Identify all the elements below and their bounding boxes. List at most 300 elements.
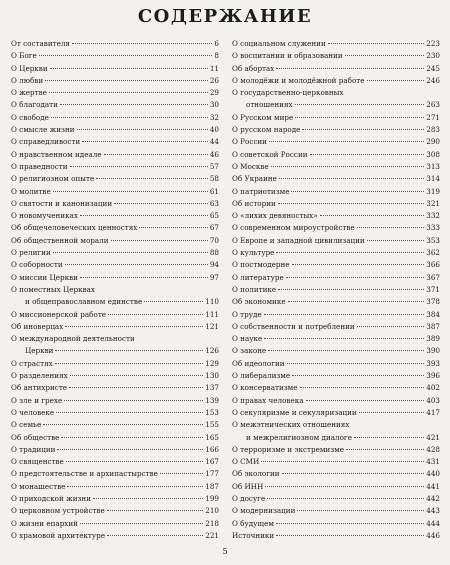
dot-leader: [82, 140, 208, 142]
toc-entry-title: О человеке: [11, 407, 55, 417]
toc-entry-title: Об экологии: [232, 469, 280, 479]
toc-entry: [232, 382, 440, 394]
toc-entry: [232, 284, 440, 296]
dot-leader: [295, 103, 425, 105]
toc-entry: [232, 345, 440, 357]
toc-entry-title: Об идеологии: [232, 358, 285, 368]
toc-entry-page: 121: [205, 321, 219, 331]
dot-leader: [291, 190, 424, 192]
toc-entry: [232, 444, 440, 456]
toc-entry-title: О Москве: [232, 161, 269, 171]
dot-leader: [55, 362, 204, 364]
dot-leader: [72, 42, 212, 44]
toc-entry-title: О праведности: [11, 161, 68, 171]
dot-leader: [286, 276, 425, 278]
toc-entry-page: 8: [214, 51, 219, 61]
toc-entry-page: 139: [205, 395, 219, 405]
toc-entry: [232, 321, 440, 333]
toc-entry-page: 65: [209, 211, 219, 221]
dot-leader: [53, 251, 208, 253]
toc-entry: [232, 407, 440, 419]
toc-entry-page: 223: [426, 39, 440, 48]
toc-entry-page: 26: [209, 75, 219, 85]
toc-entry: [11, 432, 219, 444]
toc-entry: [11, 407, 219, 419]
toc-entry-title: О собственности и потреблении: [232, 321, 355, 331]
dot-leader: [276, 251, 424, 253]
toc-entry-title: О страстях: [11, 358, 53, 368]
toc-entry-title: О религиозном опыте: [11, 174, 95, 184]
toc-entry-title: Об антихристе: [11, 383, 68, 393]
dot-leader: [61, 436, 203, 438]
toc-entry-title: О зле и грехе: [11, 395, 63, 405]
dot-leader: [367, 79, 425, 81]
toc-entry: [232, 124, 440, 136]
toc-entry-title: отношениях: [246, 100, 293, 110]
toc-entry-title: О воспитании и образовании: [232, 51, 343, 61]
toc-entry-title: О советской России: [232, 149, 308, 159]
dot-leader: [39, 54, 213, 56]
toc-entry-title-line1: О государственно-церковных: [232, 88, 344, 98]
dot-leader: [295, 116, 424, 118]
dot-leader: [328, 42, 425, 44]
toc-entry-title: О миссионерской работе: [11, 309, 107, 319]
toc-entry-title: Об общественной морали: [11, 235, 109, 245]
toc-entry: [11, 87, 219, 99]
dot-leader: [43, 423, 203, 425]
toc-entry-page: 29: [209, 88, 219, 98]
toc-entry: [232, 259, 440, 271]
toc-entry: [11, 518, 219, 530]
toc-entry: [232, 222, 440, 234]
toc-entry-title: О России: [232, 137, 267, 147]
toc-entry-page: 221: [205, 530, 219, 540]
toc-entry-title-line1: О межэтнических отношениях: [232, 420, 350, 430]
dot-leader: [70, 374, 204, 376]
dot-leader: [144, 300, 203, 302]
toc-entry-page: 446: [426, 530, 440, 540]
toc-entry-title-line1: О поместных Церквах: [11, 284, 95, 294]
dot-leader: [261, 460, 424, 462]
toc-entry-page: 396: [426, 371, 440, 381]
toc-entry-page: 70: [209, 235, 219, 245]
toc-entry: [232, 456, 440, 468]
toc-entry-page: 378: [426, 297, 440, 307]
toc-entry-title: О консерватизме: [232, 383, 298, 393]
toc-entry-title: О любви: [11, 75, 44, 85]
toc-entry-page: 44: [209, 137, 219, 147]
toc-entry-page: 367: [426, 272, 440, 282]
dot-leader: [111, 239, 208, 241]
toc-entry: [11, 149, 219, 161]
toc-entry-title: Об общечеловеческих ценностях: [11, 223, 138, 233]
toc-entry-title: О нравственном идеале: [11, 149, 102, 159]
toc-entry-title: О современном мироустройстве: [232, 223, 355, 233]
toc-entry-page: 245: [426, 63, 440, 73]
dot-leader: [45, 79, 208, 81]
toc-entry: [11, 136, 219, 148]
toc-entry-page: 129: [205, 358, 219, 368]
toc-entry-title: О традиции: [11, 444, 56, 454]
toc-entry-page: 421: [426, 432, 440, 442]
toc-entry-title: Источники: [232, 530, 275, 540]
dot-leader: [55, 349, 203, 351]
toc-entry-page: 126: [205, 346, 219, 356]
dot-leader: [264, 337, 424, 339]
toc-entry-title: О молитве: [11, 186, 51, 196]
toc-entry: [11, 63, 219, 75]
toc-entry: [11, 173, 219, 185]
toc-entry-page: 32: [209, 112, 219, 122]
toc-entry: [11, 112, 219, 124]
toc-entry: [232, 247, 440, 259]
toc-entry-title: О справедливости: [11, 137, 81, 147]
toc-entry: [232, 309, 440, 321]
toc-entry: [232, 186, 440, 198]
toc-entry: [11, 235, 219, 247]
toc-entry-page: 371: [426, 284, 440, 294]
dot-leader: [357, 325, 425, 327]
dot-leader: [320, 214, 425, 216]
toc-entry-title: О Церкви: [11, 63, 48, 73]
dot-leader: [80, 214, 208, 216]
toc-entry-page: 46: [209, 149, 219, 159]
toc-entry-title: О молодёжи и молодёжной работе: [232, 75, 365, 85]
toc-entry-title: О «лихих девяностых»: [232, 211, 318, 221]
toc-entry-page: 283: [426, 125, 440, 135]
toc-entry-page: 130: [205, 371, 219, 381]
toc-entry-title: О либерализме: [232, 371, 291, 381]
toc-entry-page: 403: [426, 395, 440, 405]
toc-entry-page: 444: [426, 518, 440, 528]
toc-entry: [11, 456, 219, 468]
toc-entry: [11, 222, 219, 234]
page-title: СОДЕРЖАНИЕ: [137, 6, 313, 27]
dot-leader: [57, 448, 203, 450]
toc-entry-title: О Боге: [11, 51, 37, 61]
toc-entry: [11, 333, 219, 358]
dot-leader: [346, 448, 424, 450]
dot-leader: [107, 509, 204, 511]
toc-entry-title: О священстве: [11, 457, 64, 467]
toc-entry: [232, 370, 440, 382]
toc-entry: [232, 468, 440, 480]
toc-entry: [11, 321, 219, 333]
toc-entry: [232, 333, 440, 345]
toc-entry-page: 246: [426, 75, 440, 85]
toc-entry-page: 431: [426, 457, 440, 467]
toc-entry-title: О монашестве: [11, 481, 66, 491]
toc-entry-page: 30: [209, 100, 219, 110]
toc-entry: [11, 444, 219, 456]
toc-entry-page: 111: [205, 309, 219, 319]
toc-entry-page: 366: [426, 260, 440, 270]
dot-leader: [345, 54, 425, 56]
toc-entry-page: 443: [426, 506, 440, 516]
toc-entry-title: О культуре: [232, 248, 275, 258]
toc-entry-page: 187: [205, 481, 219, 491]
toc-entry-title: О русском народе: [232, 125, 301, 135]
toc-entry: [11, 75, 219, 87]
toc-entry-title: О модернизации: [232, 506, 296, 516]
toc-entry-title: О досуге: [232, 493, 266, 503]
dot-leader: [367, 239, 425, 241]
toc-entry-title: О Русском мире: [232, 112, 294, 122]
toc-entry-title: О науке: [232, 334, 263, 344]
dot-leader: [65, 325, 203, 327]
dot-leader: [269, 140, 424, 142]
dot-leader: [276, 534, 424, 536]
toc-entry: [232, 272, 440, 284]
dot-leader: [139, 226, 208, 228]
toc-entry-page: 384: [426, 309, 440, 319]
dot-leader: [66, 460, 203, 462]
toc-entry: [11, 468, 219, 480]
toc-entry-page: 332: [426, 211, 440, 221]
dot-leader: [271, 165, 425, 167]
dot-leader: [160, 472, 203, 474]
toc-entry: [232, 481, 440, 493]
toc-entry-page: 290: [426, 137, 440, 147]
toc-entry-title-line1: О международной деятельности: [11, 334, 135, 344]
toc-entry-title: О СМИ: [232, 457, 260, 467]
toc-entry-page: 390: [426, 346, 440, 356]
toc-entry: [11, 419, 219, 431]
toc-entry-page: 321: [426, 198, 440, 208]
toc-entry-page: 6: [214, 39, 219, 48]
toc-entry-title: О смысле жизни: [11, 125, 75, 135]
toc-entry-title: О постмодерне: [232, 260, 290, 270]
toc-entry: [11, 530, 219, 542]
toc-entry: [232, 198, 440, 210]
toc-entry: [232, 63, 440, 75]
toc-entry-page: 308: [426, 149, 440, 159]
dot-leader: [278, 202, 424, 204]
toc-entry: [232, 149, 440, 161]
dot-leader: [264, 313, 425, 315]
toc-entry: [232, 505, 440, 517]
toc-entry-page: 417: [426, 407, 440, 417]
toc-entry: [11, 210, 219, 222]
dot-leader: [276, 522, 424, 524]
dot-leader: [276, 67, 424, 69]
toc-entry-page: 353: [426, 235, 440, 245]
toc-entry-title: Об обществе: [11, 432, 60, 442]
toc-entry-page: 57: [209, 161, 219, 171]
page-number: 5: [222, 547, 228, 556]
toc-entry-page: 428: [426, 444, 440, 454]
toc-entry-title: и межрелигиозном диалоге: [246, 432, 352, 442]
dot-leader: [69, 386, 203, 388]
dot-leader: [56, 411, 203, 413]
toc-entry-title: О предстоятельстве и архипастырстве: [11, 469, 158, 479]
toc-entry-page: 61: [209, 186, 219, 196]
dot-leader: [278, 288, 424, 290]
toc-entry: [11, 247, 219, 259]
toc-entry-page: 137: [205, 383, 219, 393]
toc-entry-title: Об истории: [232, 198, 276, 208]
toc-entry-page: 67: [209, 223, 219, 233]
toc-entry: [232, 419, 440, 444]
toc-entry-page: 166: [205, 444, 219, 454]
toc-entry: [11, 493, 219, 505]
toc-entry-title: О семье: [11, 420, 42, 430]
dot-leader: [306, 399, 425, 401]
dot-leader: [80, 522, 203, 524]
toc-entry: [11, 395, 219, 407]
toc-entry: [11, 284, 219, 309]
toc-entry-title: О законе: [232, 346, 267, 356]
toc-entry-title: О религии: [11, 248, 51, 258]
dot-leader: [268, 349, 424, 351]
toc-entry-page: 313: [426, 161, 440, 171]
toc-entry-title: О соборности: [11, 260, 63, 270]
toc-entry-page: 97: [209, 272, 219, 282]
toc-entry-title: О свободе: [11, 112, 49, 122]
dot-leader: [292, 263, 425, 265]
toc-entry-page: 387: [426, 321, 440, 331]
toc-entry-page: 94: [209, 260, 219, 270]
dot-leader: [67, 485, 203, 487]
toc-entry-title: О Европе и западной цивилизации: [232, 235, 365, 245]
toc-entry-title: О секуляризме и секуляризации: [232, 407, 357, 417]
toc-entry: [11, 186, 219, 198]
toc-right-column: [232, 38, 440, 542]
toc-entry: [11, 481, 219, 493]
toc-entry: [232, 530, 440, 542]
dot-leader: [65, 263, 208, 265]
toc-entry: [11, 309, 219, 321]
toc-entry-title: Об абортах: [232, 63, 275, 73]
dot-leader: [357, 226, 425, 228]
toc-entry: [232, 173, 440, 185]
toc-entry: [232, 161, 440, 173]
toc-entry-page: 177: [205, 469, 219, 479]
toc-entry: [232, 493, 440, 505]
dot-leader: [50, 67, 208, 69]
toc-entry-page: 153: [205, 407, 219, 417]
toc-entry: [232, 395, 440, 407]
toc-entry: [11, 259, 219, 271]
toc-entry: [232, 296, 440, 308]
dot-leader: [359, 411, 425, 413]
toc-entry-title: и общеправославном единстве: [25, 297, 143, 307]
toc-entry: [11, 358, 219, 370]
toc-entry-title: О терроризме и экстремизме: [232, 444, 344, 454]
toc-entry-page: 11: [209, 63, 219, 73]
toc-entry: [11, 50, 219, 62]
toc-entry-page: 442: [426, 493, 440, 503]
dot-leader: [64, 399, 203, 401]
dot-leader: [300, 386, 425, 388]
toc-entry-page: 218: [205, 518, 219, 528]
dot-leader: [80, 276, 208, 278]
toc-entry-page: 402: [426, 383, 440, 393]
toc-entry-title: О политике: [232, 284, 277, 294]
toc-entry: [232, 210, 440, 222]
toc-entry: [232, 87, 440, 112]
toc-entry: [11, 505, 219, 517]
toc-entry-title: О миссии Церкви: [11, 272, 78, 282]
toc-entry-page: 389: [426, 334, 440, 344]
toc-entry: [11, 272, 219, 284]
dot-leader: [267, 497, 424, 499]
dot-leader: [265, 485, 424, 487]
dot-leader: [51, 116, 208, 118]
dot-leader: [302, 128, 424, 130]
toc-entry-title: О правах человека: [232, 395, 304, 405]
dot-leader: [60, 103, 208, 105]
toc-entry: [11, 38, 219, 50]
toc-entry: [11, 161, 219, 173]
toc-entry: [11, 382, 219, 394]
dot-leader: [287, 362, 425, 364]
toc-entry-title: О литературе: [232, 272, 284, 282]
dot-leader: [108, 313, 203, 315]
toc-entry-title: О жизни епархий: [11, 518, 78, 528]
toc-entry-title: О социальном служении: [232, 39, 326, 48]
dot-leader: [96, 177, 208, 179]
toc-entry-page: 58: [209, 174, 219, 184]
toc-entry: [11, 124, 219, 136]
toc-entry: [232, 358, 440, 370]
toc-entry-page: 199: [205, 493, 219, 503]
toc-entry-page: 210: [205, 506, 219, 516]
dot-leader: [279, 177, 424, 179]
toc-entry-title: О приходской жизни: [11, 493, 91, 503]
dot-leader: [292, 374, 424, 376]
dot-leader: [70, 165, 208, 167]
toc-entry-page: 165: [205, 432, 219, 442]
toc-entry: [11, 370, 219, 382]
toc-entry-title: От составителя: [11, 39, 70, 48]
toc-entry-page: 393: [426, 358, 440, 368]
toc-entry-page: 362: [426, 248, 440, 258]
toc-entry-page: 314: [426, 174, 440, 184]
dot-leader: [297, 509, 424, 511]
dot-leader: [288, 300, 425, 302]
toc-entry-page: 263: [426, 100, 440, 110]
toc-entry-title: Об экономике: [232, 297, 286, 307]
toc-entry-page: 230: [426, 51, 440, 61]
toc-entry-page: 88: [209, 248, 219, 258]
toc-entry-page: 333: [426, 223, 440, 233]
toc-entry-page: 155: [205, 420, 219, 430]
toc-entry: [11, 99, 219, 111]
toc-entry: [232, 38, 440, 50]
dot-leader: [53, 190, 208, 192]
toc-entry-title: О благодати: [11, 100, 58, 110]
toc-entry-title: Церкви: [25, 346, 54, 356]
dot-leader: [107, 534, 203, 536]
toc-entry-title: О храмовой архитектуре: [11, 530, 105, 540]
toc-entry-page: 63: [209, 198, 219, 208]
toc-entry-title: О жертве: [11, 88, 47, 98]
dot-leader: [93, 497, 203, 499]
toc-entry-title: О разделениях: [11, 371, 68, 381]
toc-entry: [232, 518, 440, 530]
toc-left-column: [11, 38, 219, 542]
toc-entry-title: Об ИНН: [232, 481, 264, 491]
dot-leader: [282, 472, 425, 474]
toc-entry: [232, 75, 440, 87]
dot-leader: [310, 153, 425, 155]
toc-entry-page: 167: [205, 457, 219, 467]
dot-leader: [49, 91, 208, 93]
toc-entry: [232, 112, 440, 124]
dot-leader: [354, 436, 424, 438]
dot-leader: [77, 128, 208, 130]
